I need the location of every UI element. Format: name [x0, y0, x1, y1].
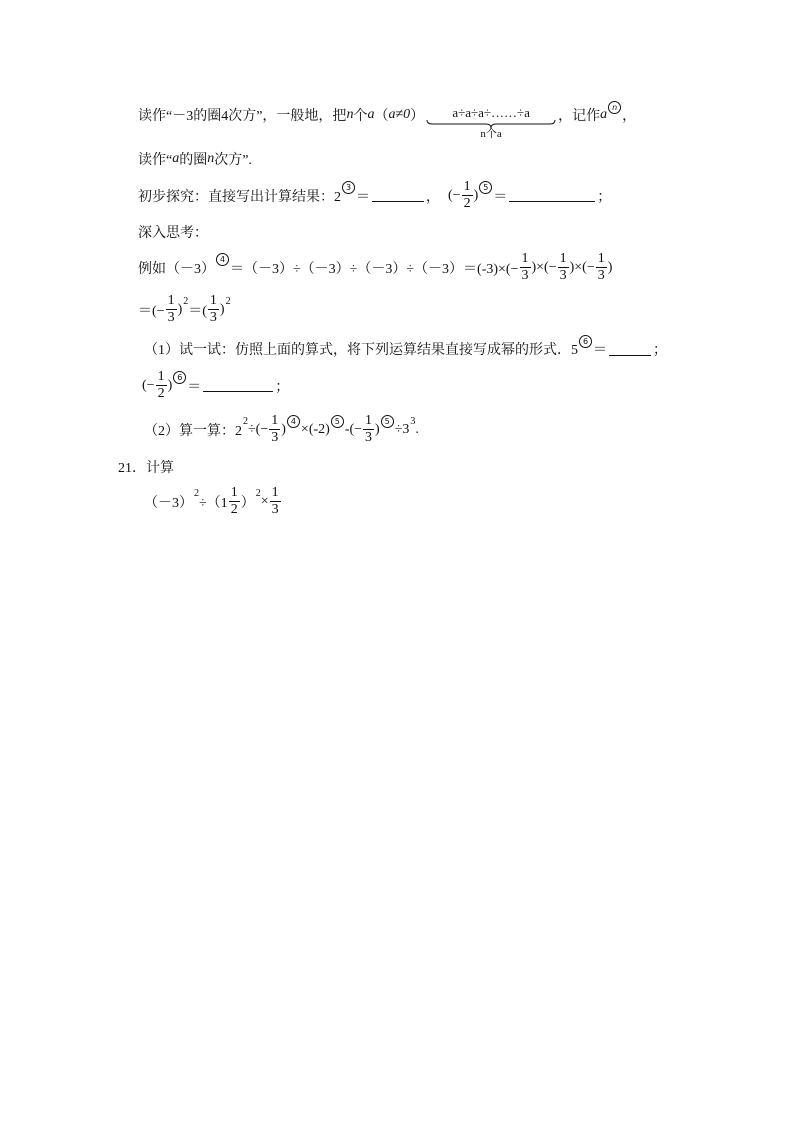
- exponent: 3: [410, 416, 416, 427]
- text: ；: [653, 343, 667, 358]
- text: ÷(−: [248, 421, 269, 437]
- fraction: [166, 294, 177, 325]
- heading: 深入思考：: [138, 226, 208, 241]
- text: ＝（－3）÷（－3）÷（－3）÷（－3）＝(-3)×(−: [230, 261, 519, 277]
- fraction: [270, 486, 281, 517]
- numerator: 1: [271, 413, 279, 428]
- exponent: 2: [255, 488, 261, 499]
- text: ，记作: [558, 109, 601, 124]
- text: ): [219, 301, 225, 317]
- text: ＝: [356, 189, 370, 205]
- text: ×: [260, 493, 269, 509]
- text: ）: [410, 109, 425, 124]
- numerator: 1: [597, 251, 605, 266]
- text-line-3: [138, 180, 611, 211]
- circled-number: 5: [381, 415, 394, 428]
- answer-blank[interactable]: [372, 189, 424, 202]
- exponent: 2: [194, 488, 199, 499]
- text: （－3）: [144, 495, 193, 511]
- answer-blank[interactable]: [203, 379, 273, 392]
- numerator: 1: [209, 293, 217, 308]
- circled-number: 4: [287, 415, 300, 428]
- fraction: [596, 252, 607, 283]
- denominator: 3: [209, 310, 217, 325]
- denominator: 3: [167, 310, 175, 325]
- fraction: [229, 486, 240, 517]
- fraction: [363, 414, 374, 445]
- var-n: n: [207, 151, 215, 166]
- exponent: 2: [183, 296, 189, 307]
- numerator: 1: [463, 179, 471, 194]
- text: )×(−: [569, 259, 595, 275]
- text: ＝(: [188, 303, 207, 319]
- numerator: 1: [521, 251, 529, 266]
- var-n: n: [346, 107, 354, 122]
- denominator: 3: [271, 430, 279, 445]
- circled-n: n: [608, 101, 621, 114]
- text: （1）试一试：仿照上面的算式，将下列运算结果直接写成幂的形式．5: [144, 343, 578, 358]
- question-21-label: [118, 457, 174, 477]
- fraction: [462, 180, 473, 211]
- text: ＝: [593, 343, 607, 358]
- var-a: a: [172, 151, 180, 166]
- text: ）: [240, 495, 255, 511]
- numerator: 1: [230, 485, 238, 500]
- text: ÷3: [394, 421, 410, 437]
- text-line-4: [138, 222, 208, 242]
- denominator: 3: [521, 268, 529, 283]
- circled-number: 6: [579, 335, 592, 348]
- text-line-9: [144, 414, 419, 445]
- text: ): [281, 421, 286, 437]
- numerator: 1: [271, 485, 279, 500]
- text: ): [167, 377, 173, 393]
- underbrace-expression: [426, 106, 556, 140]
- denominator: 3: [365, 430, 373, 445]
- text: ): [607, 259, 613, 275]
- text: （: [374, 109, 389, 124]
- text: ÷（1: [199, 495, 228, 511]
- answer-blank[interactable]: [609, 343, 651, 356]
- text: 例如（－3）: [138, 261, 215, 277]
- denominator: 3: [271, 502, 279, 517]
- circled-number: 4: [216, 253, 229, 266]
- circled-number: 5: [479, 181, 492, 194]
- denominator: 2: [230, 502, 238, 517]
- text: ；: [597, 189, 612, 205]
- text: ): [473, 187, 479, 203]
- text: 次方”.: [214, 153, 252, 168]
- text: ＝: [493, 189, 508, 205]
- denominator: 2: [157, 386, 165, 401]
- text-line-8: [142, 370, 289, 401]
- denominator: 3: [597, 268, 605, 283]
- text: ×(-2): [300, 421, 330, 437]
- text-line-10: [144, 486, 282, 517]
- text: -(−: [344, 421, 363, 437]
- text: (−: [142, 377, 155, 393]
- question-number: 21．计算: [118, 461, 174, 476]
- denominator: 2: [463, 196, 471, 211]
- circled-number: 6: [173, 371, 186, 384]
- brace-expression: a÷a÷a÷……÷a: [452, 105, 530, 120]
- text: ，: [426, 189, 440, 205]
- text: ＝: [187, 379, 202, 395]
- condition: a≠0: [388, 107, 411, 122]
- brace-label: n个a: [480, 128, 502, 140]
- exponent: 2: [225, 296, 231, 307]
- text-line-2: [138, 149, 252, 169]
- fraction: [269, 414, 280, 445]
- text: 个: [353, 109, 368, 124]
- text: 读作“: [138, 153, 173, 168]
- text: ): [375, 421, 380, 437]
- numerator: 1: [559, 251, 567, 266]
- exponent: 2: [243, 416, 248, 427]
- text: 读作“－3的圈4次方”，一般地，把: [138, 109, 347, 124]
- text: ＝(−: [138, 303, 165, 319]
- text: 初步探究：直接写出计算结果：2: [138, 189, 341, 205]
- text: (−: [448, 187, 461, 203]
- underbrace-icon: [426, 120, 556, 128]
- text-line-5: [138, 252, 612, 283]
- numerator: 1: [157, 369, 165, 384]
- text: ；: [275, 379, 290, 395]
- text: ): [177, 301, 183, 317]
- numerator: 1: [167, 293, 175, 308]
- text-line-6: [138, 294, 231, 325]
- fraction: [520, 252, 531, 283]
- var-a: a: [367, 107, 375, 122]
- circled-number: 3: [342, 181, 355, 194]
- denominator: 3: [559, 268, 567, 283]
- fraction: [558, 252, 569, 283]
- text: （2）算一算：2: [144, 423, 242, 439]
- fraction: [208, 294, 219, 325]
- text: 的圈: [179, 153, 208, 168]
- circled-number: 5: [331, 415, 344, 428]
- numerator: 1: [365, 413, 373, 428]
- var-a: a: [600, 107, 608, 122]
- answer-blank[interactable]: [509, 189, 595, 202]
- text: ，: [622, 109, 637, 124]
- text: .: [415, 421, 419, 437]
- fraction: [156, 370, 167, 401]
- text: )×(−: [531, 259, 557, 275]
- text-line-1: [138, 98, 637, 140]
- text-line-7: [144, 336, 667, 359]
